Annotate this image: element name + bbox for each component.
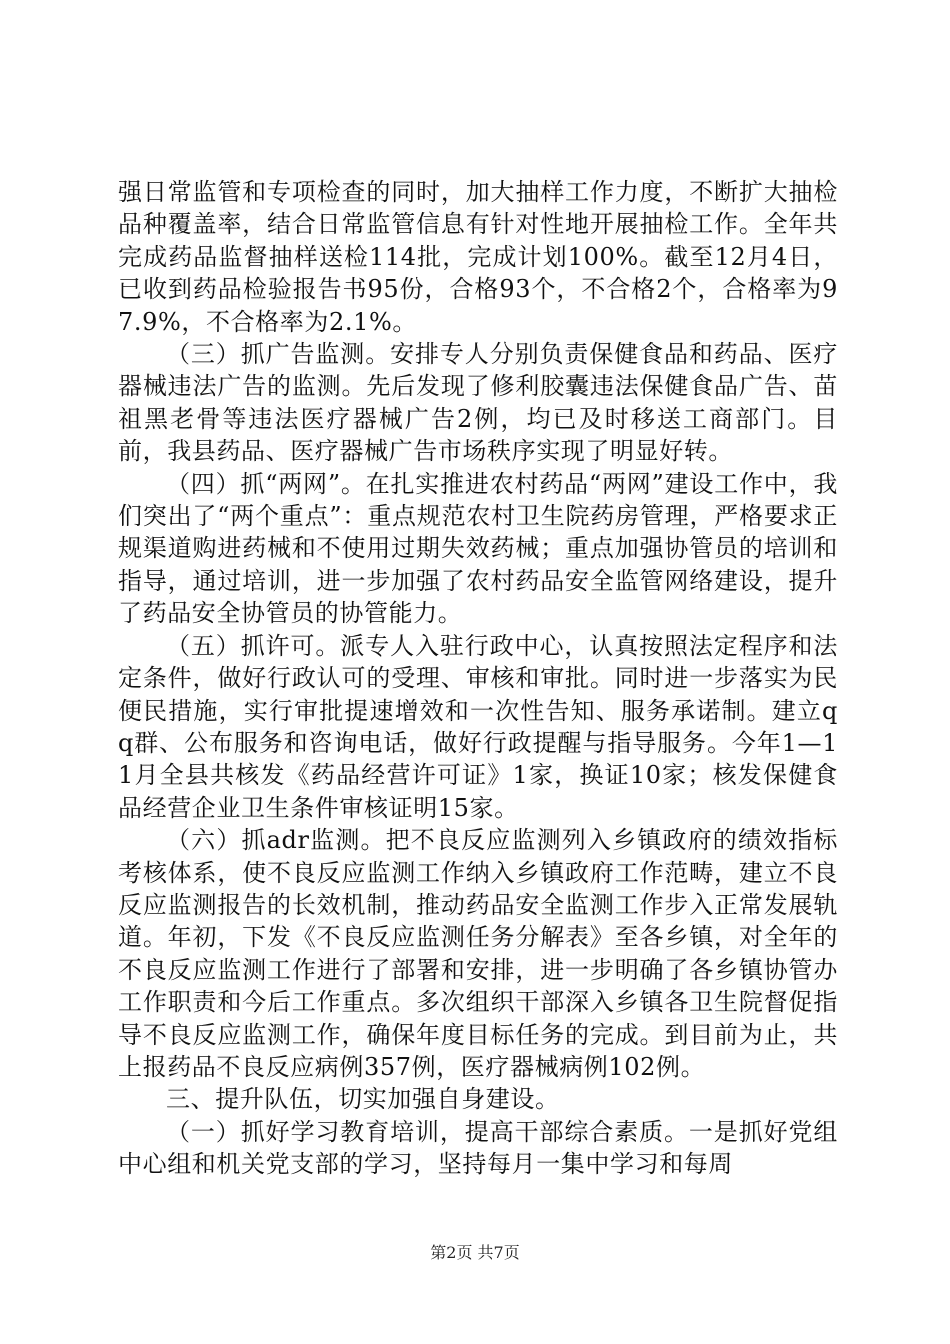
document-body	[118, 176, 838, 1181]
paragraph-two-networks: （四）抓“两网”。在扎实推进农村药品“两网”建设工作中，我们突出了“两个重点”：重点规范农村卫生院药房管理，严格要求正规渠道购进药械和不使用过期失效药械；重点加强协管员的培训和指导，通过培训，进一步加强了农村药品安全监管网络建设，提升了药品安全协管员的协管能力。	[118, 469, 838, 628]
paragraph-licensing: （五）抓许可。派专人入驻行政中心，认真按照法定程序和法定条件，做好行政认可的受理、审核和审批。同时进一步落实为民便民措施，实行审批提速增效和一次性告知、服务承诺制。建立qq群、公布服务和咨询电话，做好行政提醒与指导服务。今年1—11月全县共核发《药品经营许可证》1家，换证10家；核发保健食品经营企业卫生条件审核证明15家。	[118, 631, 838, 822]
paragraph-advertising-monitoring: （三）抓广告监测。安排专人分别负责保健食品和药品、医疗器械违法广告的监测。先后发现了修利胶囊违法保健食品广告、苗祖黑老骨等违法医疗器械广告2例，均已及时移送工商部门。目前，我县药品、医疗器械广告市场秩序实现了明显好转。	[118, 340, 838, 466]
paragraph-adr-monitoring: （六）抓adr监测。把不良反应监测列入乡镇政府的绩效指标考核体系，使不良反应监测工作纳入乡镇政府工作范畴，建立不良反应监测报告的长效机制，推动药品安全监测工作步入正常发展轨道。年初，下发《不良反应监测任务分解表》至各乡镇，对全年的不良反应监测工作进行了部署和安排，进一步明确了各乡镇协管办工作职责和今后工作重点。多次组织干部深入乡镇各卫生院督促指导不良反应监测工作，确保年度目标任务的完成。到目前为止，共上报药品不良反应病例357例，医疗器械病例102例。	[118, 826, 838, 1081]
section-heading-team-building: 三、提升队伍，切实加强自身建设。	[166, 1085, 560, 1114]
paragraph-training: （一）抓好学习教育培训，提高干部综合素质。一是抓好党组中心组和机关党支部的学习，坚持每月一集中学习和每周	[118, 1117, 838, 1179]
page-number-footer: 第2页 共7页	[430, 1243, 520, 1262]
paragraph-sampling-continued: 强日常监管和专项检查的同时，加大抽样工作力度，不断扩大抽检品种覆盖率，结合日常监管信息有针对性地开展抽检工作。全年共完成药品监督抽样送检114批，完成计划100%。截至12月4日，已收到药品检验报告书95份，合格93个，不合格2个，合格率为97.9%，不合格率为2.1%。	[118, 178, 838, 336]
